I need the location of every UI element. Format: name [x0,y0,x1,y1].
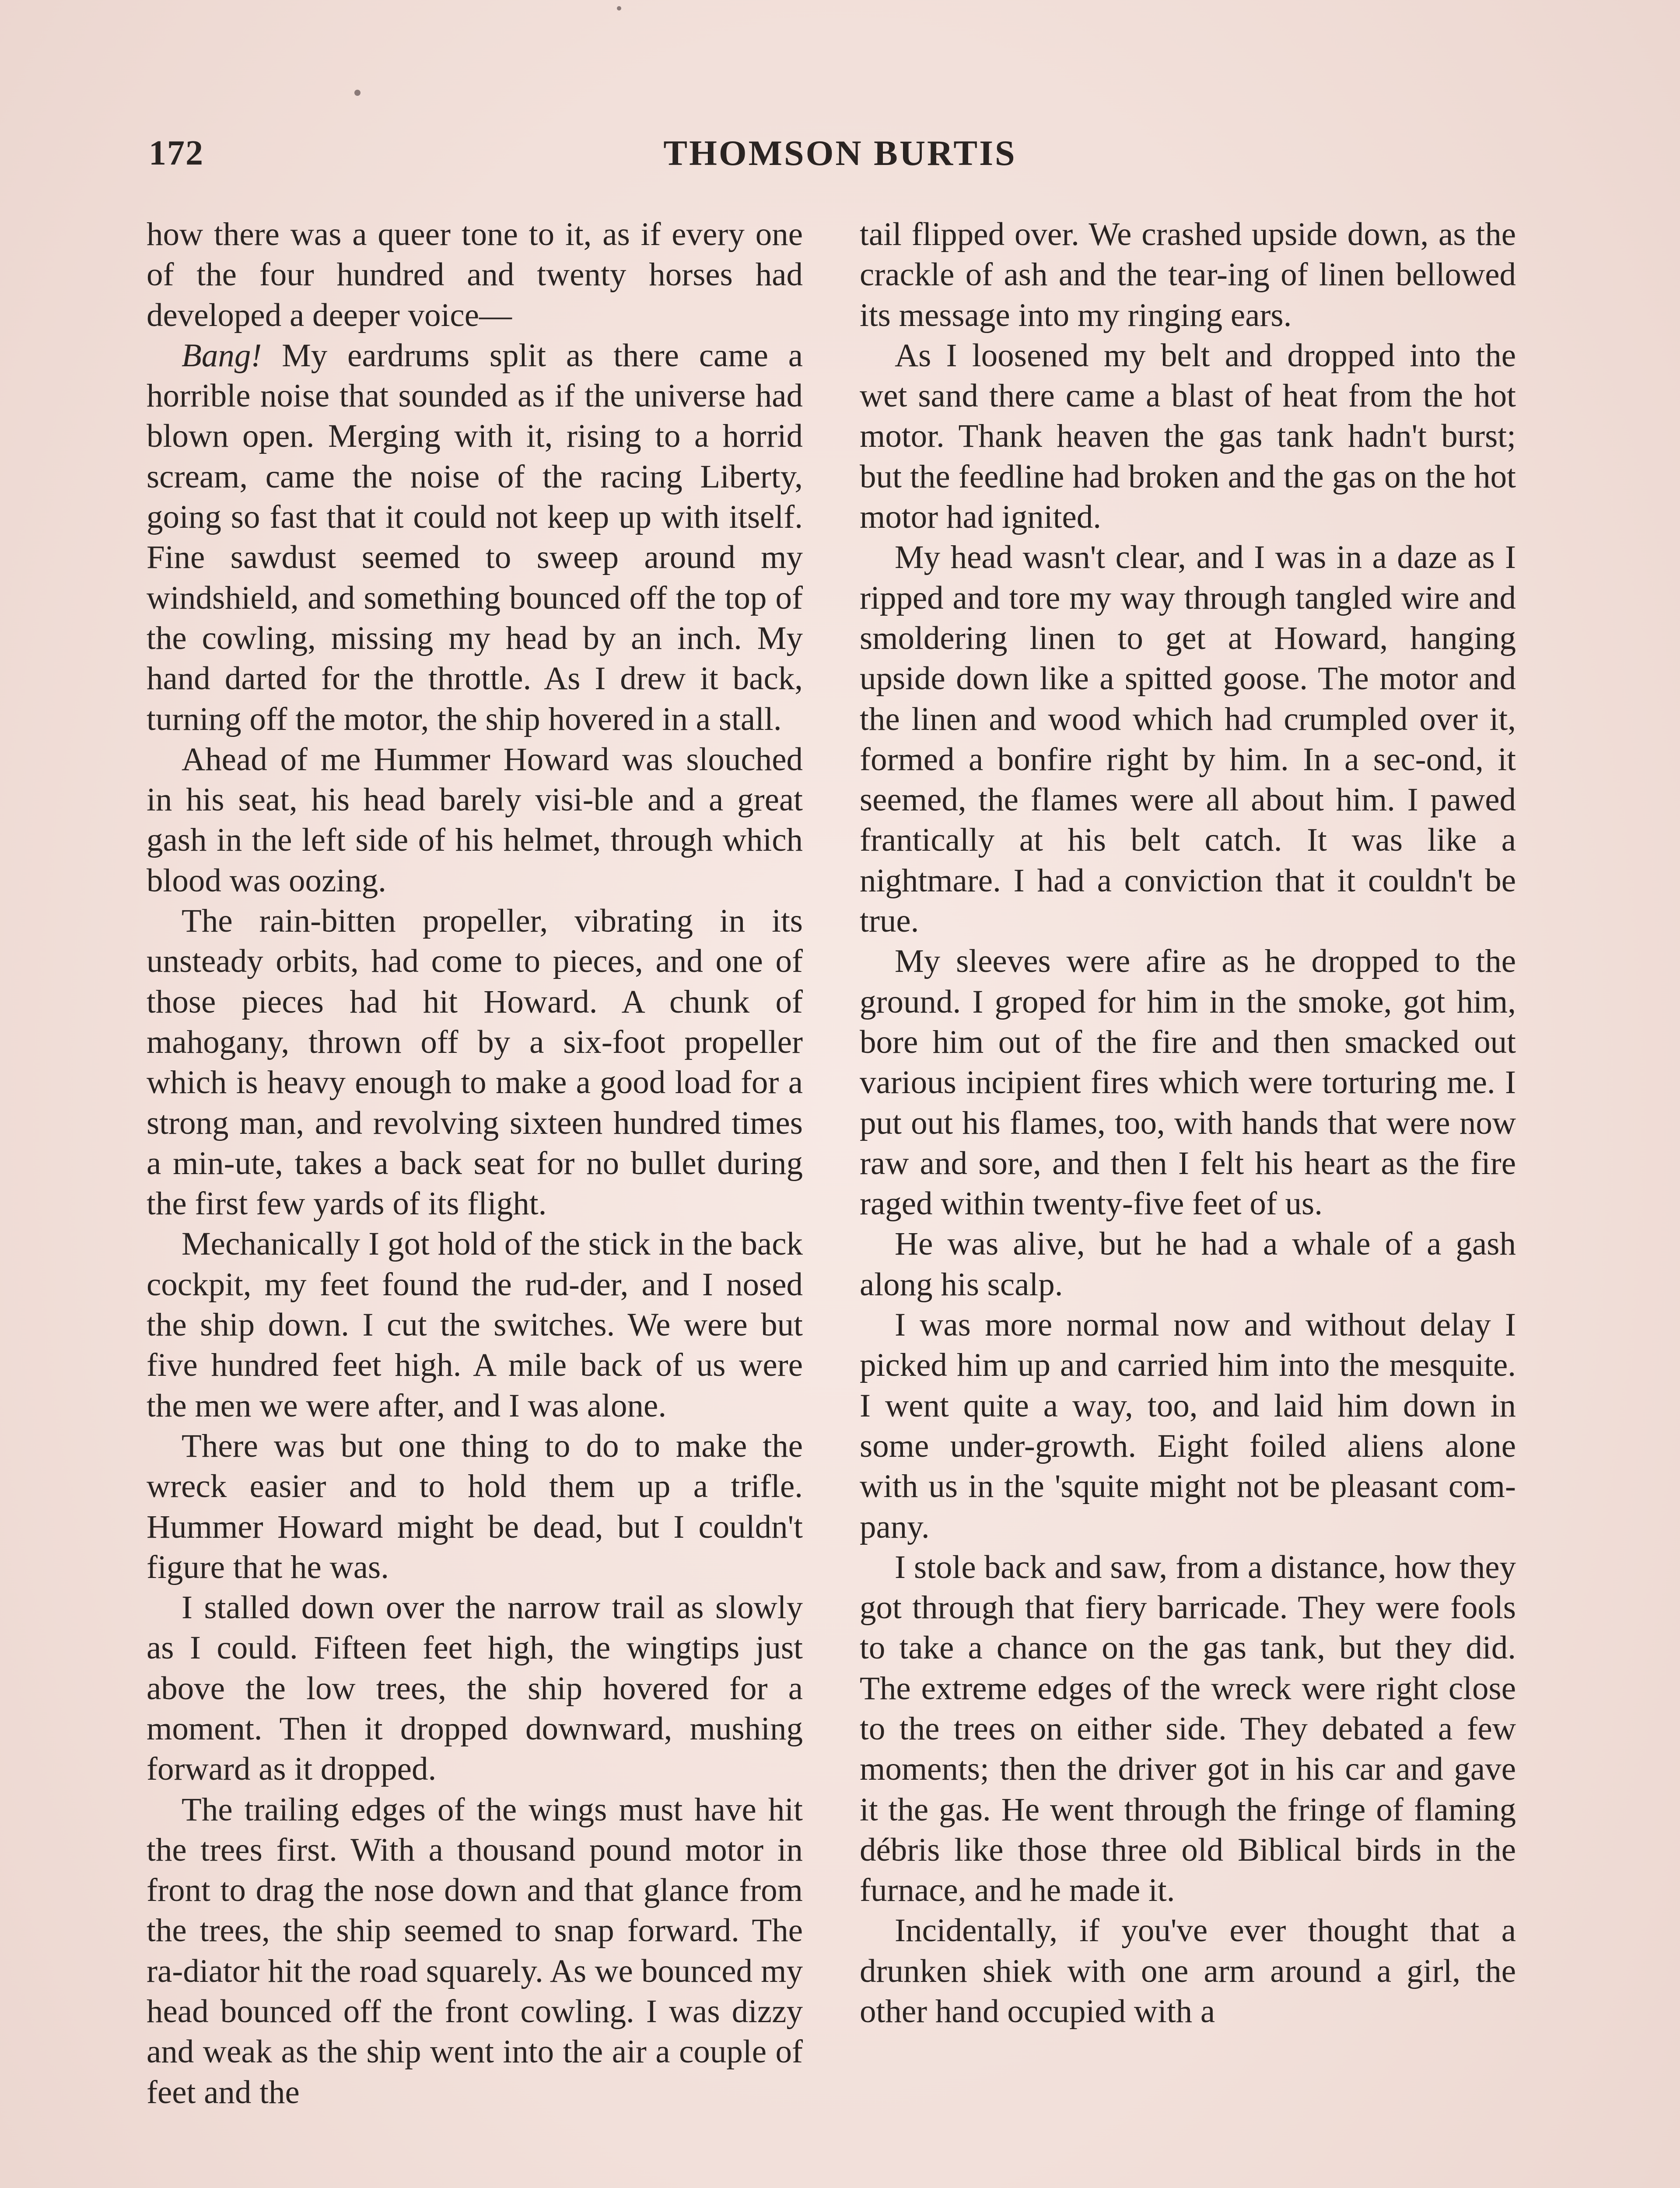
print-speck [617,6,621,11]
paragraph: There was but one thing to do to make the wreck easier and to hold them up a trifle. Hummer Howard might be dead, but I couldn't figure that he was. [147,1427,803,1585]
paragraph: My sleeves were afire as he dropped to the ground. I groped for him in the smoke, got him, bore him out of the fire and then smacked out various incipient fires which were torturing me. I put out his flames, too, with hands that were now raw and sore, and then I felt his heart as the fire raged within twenty-five feet of us. [860,943,1516,1222]
paragraph: Incidentally, if you've ever thought that a drunken shiek with one arm around a girl, the other hand occupied with a [860,1912,1516,2030]
paragraph: I was more normal now and without delay I picked him up and carried him into the mesquite. I went quite a way, too, and laid him down in some under-growth. Eight foiled aliens alone with us in the 'squite might not be pleasant com-pany. [860,1307,1516,1545]
text-column-left [147,214,803,2113]
paragraph: My head wasn't clear, and I was in a daze as I ripped and tore my way through tangled wire and smoldering linen to get at Howard, hanging upside down like a spitted goose. The motor and the linen and wood which had crumpled over it, formed a bonfire right by him. In a sec-ond, it seemed, the flames were all about him. I pawed frantically at his belt catch. It was like a nightmare. I had a conviction that it couldn't be true. [860,539,1516,940]
paragraph: I stole back and saw, from a distance, how they got through that fiery barricade. They were fools to take a chance on the gas tank, but they did. The extreme edges of the wreck were right close to the trees on either side. They debated a few moments; then the driver got in his car and gave it the gas. He went through the fringe of flaming débris like those three old Biblical birds in the furnace, and he made it. [860,1549,1516,1909]
page-number: 172 [149,134,204,172]
paragraph: He was alive, but he had a whale of a gash along his scalp. [860,1226,1516,1303]
italic-lead: Bang! [182,337,262,374]
text-column-right [860,214,1516,2032]
paragraph: how there was a queer tone to it, as if every one of the four hundred and twenty horses had developed a deeper voice— [147,216,803,333]
paragraph: Mechanically I got hold of the stick in the back cockpit, my feet found the rud-der, and I nosed the ship down. I cut the switches. We were but five hundred feet high. A mile back of us were the men we were after, and I was alone. [147,1226,803,1424]
paragraph: As I loosened my belt and dropped into the wet sand there came a blast of heat from the hot motor. Thank heaven the gas tank hadn't burst; but the feedline had broken and the gas on the hot motor had ignited. [860,337,1516,536]
paragraph: Ahead of me Hummer Howard was slouched in his seat, his head barely visi-ble and a great gash in the left side of his helmet, through which blood was oozing. [147,741,803,899]
print-speck [354,90,360,96]
paragraph: Bang! My eardrums split as there came a horrible noise that sounded as if the universe had blown open. Merging with it, rising to a horrid scream, came the noise of the racing Liberty, going so fast that it could not keep up with itself. Fine sawdust seemed to sweep around my windshield, and something bounced off the top of the cowling, missing my head by an inch. My hand darted for the throttle. As I drew it back, turning off the motor, the ship hovered in a stall. [147,337,803,737]
paragraph: The rain-bitten propeller, vibrating in its unsteady orbits, had come to pieces, and one of those pieces had hit Howard. A chunk of mahogany, thrown off by a six-foot propeller which is heavy enough to make a good load for a strong man, and revolving sixteen hundred times a min-ute, takes a back seat for no bullet during the first few yards of its flight. [147,903,803,1222]
paragraph: tail flipped over. We crashed upside down, as the crackle of ash and the tear-ing of linen bellowed its message into my ringing ears. [860,216,1516,333]
running-head: THOMSON BURTIS [663,133,1017,173]
paragraph: I stalled down over the narrow trail as slowly as I could. Fifteen feet high, the wingtips just above the low trees, the ship hovered for a moment. Then it dropped downward, mushing forward as it dropped. [147,1589,803,1788]
paragraph: The trailing edges of the wings must have hit the trees first. With a thousand pound motor in front to drag the nose down and that glance from the trees, the ship seemed to snap forward. The ra-diator hit the road squarely. As we bounced my head bounced off the front cowling. I was dizzy and weak as the ship went into the air a couple of feet and the [147,1791,803,2111]
